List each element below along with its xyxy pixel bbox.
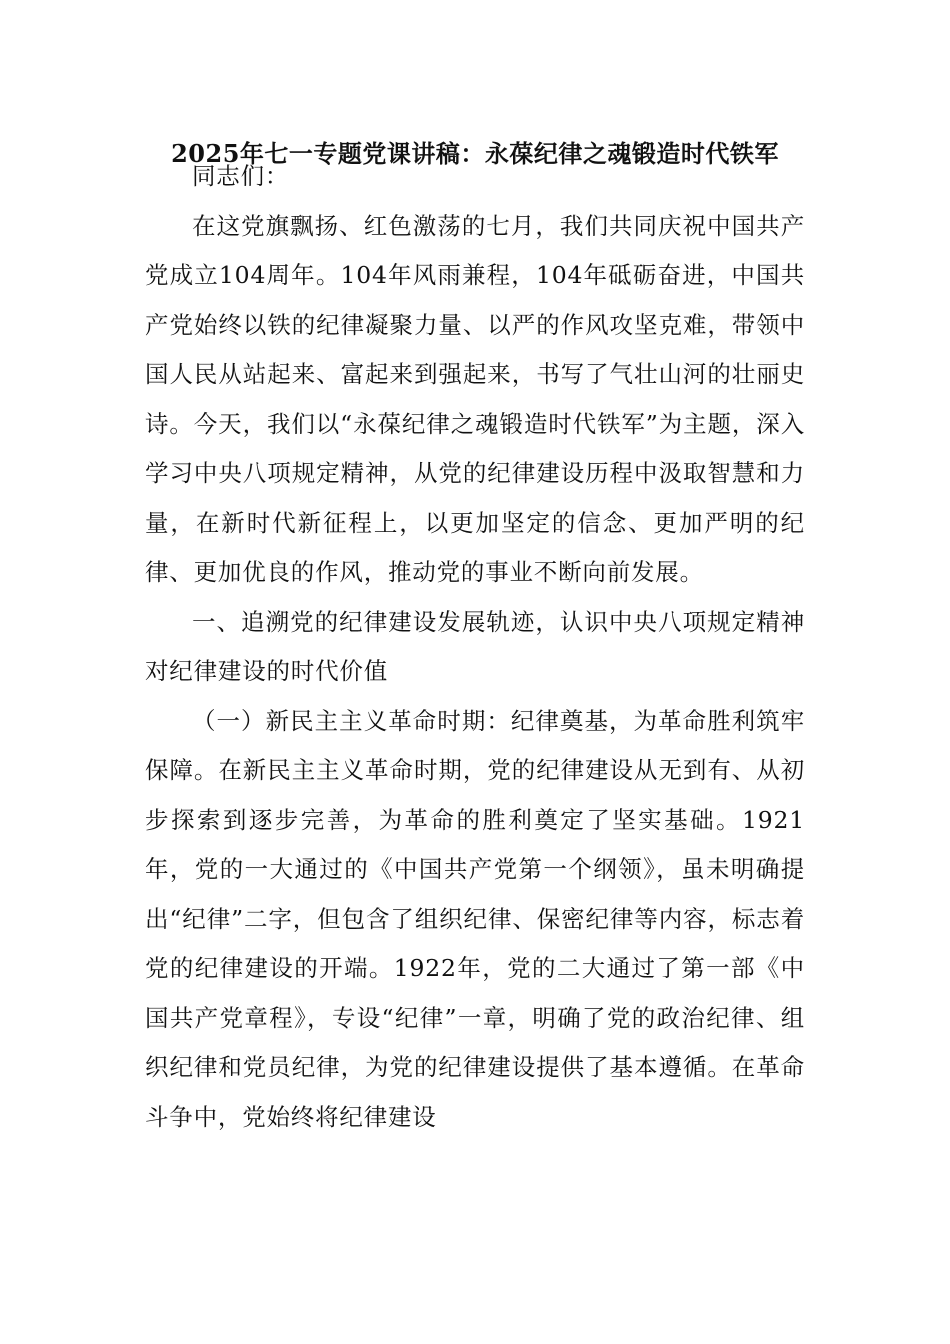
document-body — [145, 152, 805, 1142]
subsection-paragraph-1: （一）新民主主义革命时期：纪律奠基，为革命胜利筑牢保障。在新民主主义革命时期，党的纪律建设从无到有、从初步探索到逐步完善，为革命的胜利奠定了坚实基础。1921年，党的一大通过的《中国共产党第一个纲领》，虽未明确提出“纪律”二字，但包含了组织纪律、保密纪律等内容，标志着党的纪律建设的开端。1922年，党的二大通过了第一部《中国共产党章程》，专设“纪律”一章，明确了党的政治纪律、组织纪律和党员纪律，为党的纪律建设提供了基本遵循。在革命斗争中，党始终将纪律建设 — [145, 706, 805, 1131]
document-title: 2025年七一专题党课讲稿：永葆纪律之魂锻造时代铁军 — [171, 139, 779, 168]
section-heading-1: 一、追溯党的纪律建设发展轨迹，认识中央八项规定精神对纪律建设的时代价值 — [145, 607, 805, 685]
paragraph-intro: 在这党旗飘扬、红色激荡的七月，我们共同庆祝中国共产党成立104周年。104年风雨兼程，104年砥砺奋进，中国共产党始终以铁的纪律凝聚力量、以严的作风攻坚克难，带领中国人民从站起来、富起来到强起来，书写了气壮山河的壮丽史诗。今天，我们以“永葆纪律之魂锻造时代铁军”为主题，深入学习中央八项规定精神，从党的纪律建设历程中汲取智慧和力量，在新时代新征程上，以更加坚定的信念、更加严明的纪律、更加优良的作风，推动党的事业不断向前发展。 — [145, 211, 805, 586]
salutation: 同志们： — [192, 162, 290, 190]
